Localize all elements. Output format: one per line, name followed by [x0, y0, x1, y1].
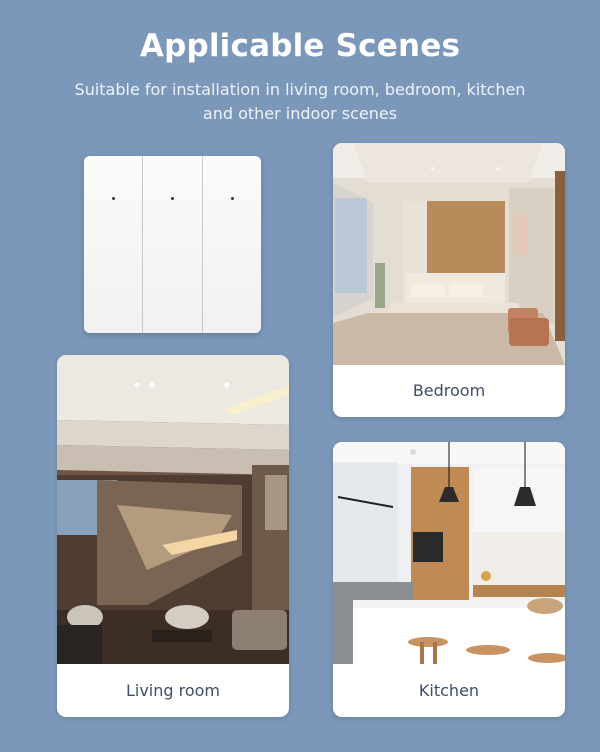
switch-gang-2: [143, 156, 202, 333]
scene-card-living-room: [57, 355, 289, 717]
indicator-led: [231, 197, 234, 200]
scene-label-bedroom: Bedroom: [412, 381, 486, 400]
indicator-led: [112, 197, 115, 200]
kitchen-photo: [333, 442, 565, 664]
page-title: Applicable Scenes: [139, 28, 461, 64]
scene-card-bedroom: [333, 143, 565, 417]
wall-switch-panel-image: [84, 156, 261, 333]
switch-gang-3: [203, 156, 261, 333]
scene-label-living-room: Living room: [125, 681, 221, 700]
page-subtitle: Suitable for installation in living room, bedroom, kitchen and other indoor scenes: [74, 80, 526, 123]
indicator-led: [171, 197, 174, 200]
living-room-photo: [57, 355, 289, 664]
bedroom-photo: [333, 143, 565, 365]
scene-card-kitchen: [333, 442, 565, 717]
scene-label-kitchen: Kitchen: [418, 681, 480, 700]
switch-gang-1: [84, 156, 143, 333]
